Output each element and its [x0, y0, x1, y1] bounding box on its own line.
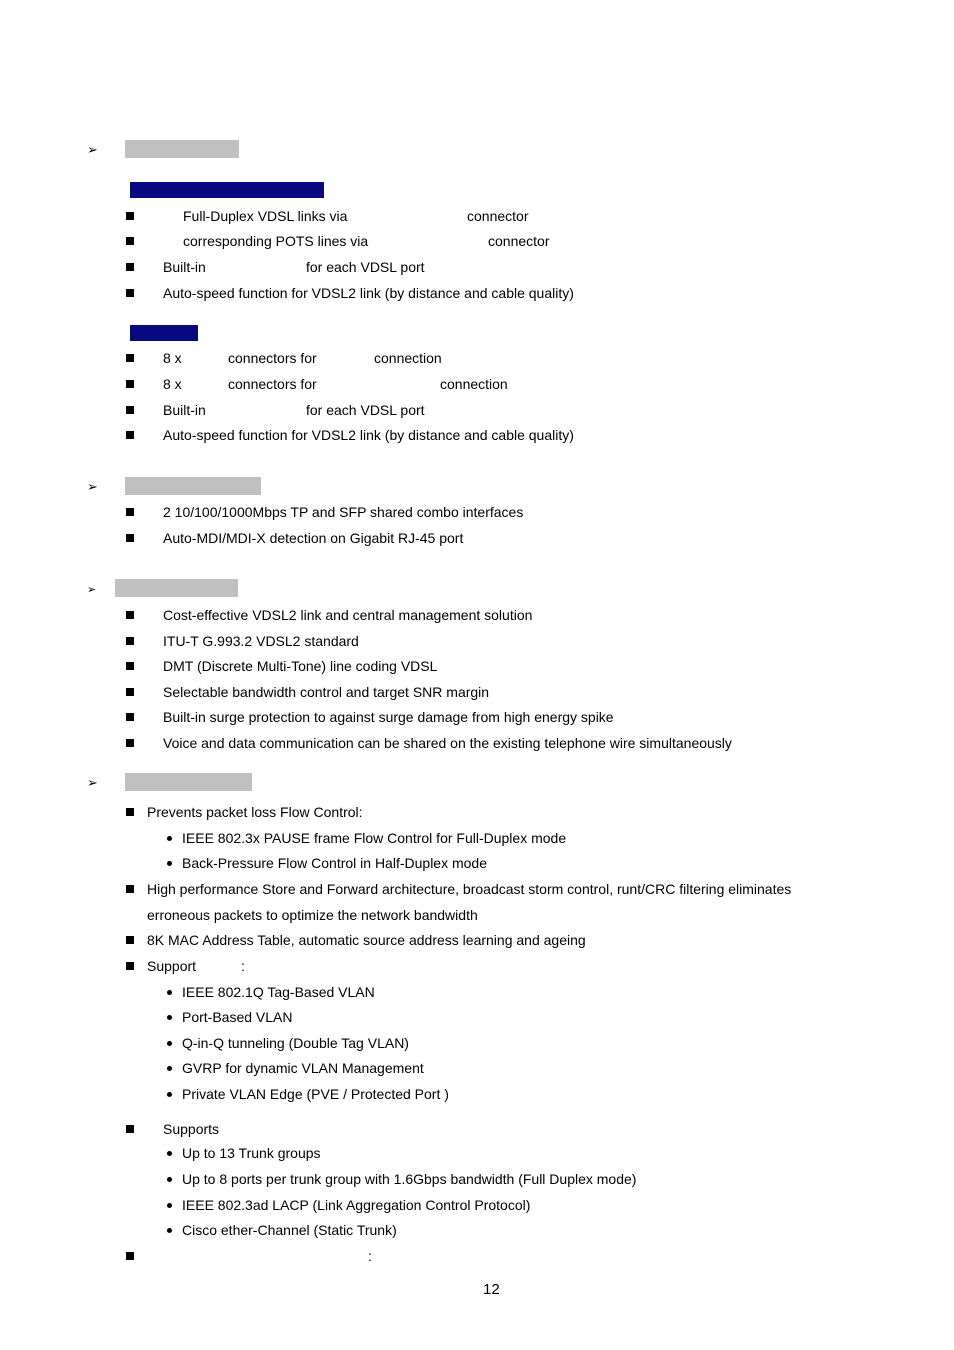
- sub-list-item-text: Back-Pressure Flow Control in Half-Duplex mode: [182, 855, 487, 871]
- section-heading-highlight: [115, 579, 238, 597]
- list-item-text: connectors for: [228, 376, 317, 392]
- bullet-dot-icon: [167, 836, 172, 841]
- list-item-text: 8K MAC Address Table, automatic source address learning and ageing: [147, 932, 586, 948]
- sub-list-item-text: GVRP for dynamic VLAN Management: [182, 1060, 424, 1076]
- bullet-square-icon: [126, 1125, 134, 1133]
- list-item-text: 8 x: [163, 350, 182, 366]
- bullet-dot-icon: [167, 861, 172, 866]
- section-heading-highlight: [125, 477, 261, 495]
- list-item-text: erroneous packets to optimize the network bandwidth: [147, 907, 478, 923]
- sub-list-item-text: Cisco ether-Channel (Static Trunk): [182, 1222, 397, 1238]
- list-item-text: Auto-MDI/MDI-X detection on Gigabit RJ-45 port: [163, 530, 464, 546]
- section-arrow-icon: ➢: [87, 479, 98, 494]
- list-item-text: 8 x: [163, 376, 182, 392]
- bullet-square-icon: [126, 380, 134, 388]
- bullet-square-icon: [126, 637, 134, 645]
- bullet-square-icon: [126, 1252, 134, 1260]
- section-arrow-icon: ➢: [87, 584, 97, 596]
- bullet-square-icon: [126, 936, 134, 944]
- list-item-text: Prevents packet loss Flow Control:: [147, 804, 363, 820]
- bullet-square-icon: [126, 688, 134, 696]
- list-item-text: Voice and data communication can be shared on the existing telephone wire simultaneously: [163, 735, 732, 751]
- list-item-text: Cost-effective VDSL2 link and central management solution: [163, 607, 533, 623]
- list-item-text: for each VDSL port: [306, 402, 425, 418]
- list-item-text: ITU-T G.993.2 VDSL2 standard: [163, 633, 359, 649]
- list-item-text: Full-Duplex VDSL links via: [183, 208, 348, 224]
- bullet-dot-icon: [167, 1203, 172, 1208]
- list-item-text: Built-in: [163, 259, 206, 275]
- list-item-text: connection: [440, 376, 508, 392]
- bullet-square-icon: [126, 212, 134, 220]
- list-item-text: Built-in surge protection to against surge damage from high energy spike: [163, 709, 614, 725]
- sub-list-item-text: IEEE 802.1Q Tag-Based VLAN: [182, 984, 375, 1000]
- bullet-square-icon: [126, 508, 134, 516]
- bullet-square-icon: [126, 611, 134, 619]
- bullet-square-icon: [126, 534, 134, 542]
- sub-list-item-text: IEEE 802.3ad LACP (Link Aggregation Control Protocol): [182, 1197, 531, 1213]
- list-item-text: Selectable bandwidth control and target SNR margin: [163, 684, 490, 700]
- list-item-text: corresponding POTS lines via: [183, 233, 369, 249]
- subsection-heading-highlight: [130, 325, 198, 341]
- list-item-text: connector: [467, 208, 529, 224]
- list-item-text: 2 10/100/1000Mbps TP and SFP shared combo interfaces: [163, 504, 524, 520]
- sub-list-item-text: Private VLAN Edge (PVE / Protected Port ): [182, 1086, 449, 1102]
- sub-list-item-text: Port-Based VLAN: [182, 1009, 293, 1025]
- bullet-square-icon: [126, 885, 134, 893]
- bullet-square-icon: [126, 962, 134, 970]
- bullet-square-icon: [126, 263, 134, 271]
- subsection-heading-highlight: [130, 182, 324, 198]
- bullet-square-icon: [126, 662, 134, 670]
- list-item-text: :: [368, 1248, 372, 1264]
- bullet-square-icon: [126, 237, 134, 245]
- list-item-text: Auto-speed function for VDSL2 link (by distance and cable quality): [163, 427, 574, 443]
- bullet-dot-icon: [167, 1066, 172, 1071]
- sub-list-item-text: Q-in-Q tunneling (Double Tag VLAN): [182, 1035, 409, 1051]
- list-item-text: connection: [374, 350, 442, 366]
- bullet-dot-icon: [167, 1177, 172, 1182]
- list-item-text: Supports: [163, 1121, 220, 1137]
- bullet-square-icon: [126, 739, 134, 747]
- sub-list-item-text: IEEE 802.3x PAUSE frame Flow Control for Full-Duplex mode: [182, 830, 567, 846]
- list-item-text: DMT (Discrete Multi-Tone) line coding VDSL: [163, 658, 438, 674]
- list-item-text: connectors for: [228, 350, 317, 366]
- sub-list-item-text: Up to 13 Trunk groups: [182, 1145, 321, 1161]
- list-item-text: Auto-speed function for VDSL2 link (by distance and cable quality): [163, 285, 574, 301]
- list-item-text: for each VDSL port: [306, 259, 425, 275]
- bullet-square-icon: [126, 354, 134, 362]
- bullet-dot-icon: [167, 1041, 172, 1046]
- section-arrow-icon: ➢: [87, 142, 98, 157]
- bullet-dot-icon: [167, 1228, 172, 1233]
- bullet-dot-icon: [167, 990, 172, 995]
- list-item-text: :: [241, 958, 245, 974]
- bullet-square-icon: [126, 431, 134, 439]
- sub-list-item-text: Up to 8 ports per trunk group with 1.6Gbps bandwidth (Full Duplex mode): [182, 1171, 637, 1187]
- section-heading-highlight: [125, 773, 252, 791]
- bullet-dot-icon: [167, 1151, 172, 1156]
- list-item-text: High performance Store and Forward architecture, broadcast storm control, runt/CRC filtering eliminates: [147, 881, 792, 897]
- bullet-square-icon: [126, 289, 134, 297]
- list-item-text: Support: [147, 958, 197, 974]
- bullet-square-icon: [126, 713, 134, 721]
- page-number: 12: [483, 1281, 500, 1298]
- bullet-dot-icon: [167, 1015, 172, 1020]
- bullet-square-icon: [126, 808, 134, 816]
- list-item-text: Built-in: [163, 402, 206, 418]
- section-heading-highlight: [125, 140, 239, 158]
- section-arrow-icon: ➢: [87, 775, 98, 790]
- bullet-square-icon: [126, 406, 134, 414]
- bullet-dot-icon: [167, 1092, 172, 1097]
- list-item-text: connector: [488, 233, 550, 249]
